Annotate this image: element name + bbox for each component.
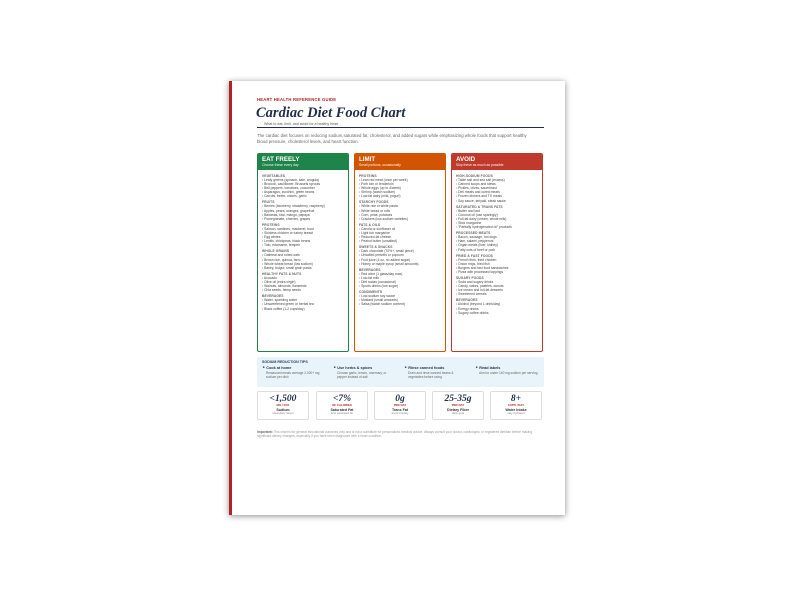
stat-label: Saturated Fat [330, 407, 354, 412]
food-group-title: FATS & OILS [359, 222, 381, 227]
stat-note: avoid entirely [391, 411, 409, 415]
food-item: • Bell peppers, tomatoes, cucumber [262, 186, 344, 190]
food-item: • Alcohol (beyond 1 drink/day) [456, 302, 538, 306]
food-item: • Burgers and fast food sandwiches [456, 266, 538, 270]
food-group-title: SUGARY FOODS [456, 275, 484, 280]
stat-label: Dietary Fiber [447, 407, 469, 412]
food-item: • Frozen dinners and TV meals [456, 194, 538, 198]
title-divider [257, 127, 544, 128]
food-item: • Onion rings, fried fish [456, 262, 538, 266]
food-item: • Bacon, sausage, hot dogs [456, 235, 538, 239]
food-item: • Pork loin or tenderloin [359, 182, 441, 186]
sodium-tip [475, 366, 539, 375]
food-item: • Broccoli, cauliflower, Brussels sprouts [262, 182, 344, 186]
food-item: • Light tub margarine [359, 231, 441, 235]
food-group-title: SWEETS & SNACKS [359, 245, 393, 250]
food-item: • Soy sauce, teriyaki, steak sauce [456, 199, 538, 203]
column-body [258, 170, 348, 311]
stat-label: Water Intake [505, 407, 527, 412]
column-subtitle: Skip these as much as possible [456, 163, 504, 167]
stat-value: 8+ [510, 394, 522, 404]
food-item: • Pizza with processed toppings [456, 270, 538, 274]
food-item: • Shrimp (watch sodium) [359, 190, 441, 194]
tip-text: Drain and rinse canned beans & vegetables before using [408, 370, 454, 379]
food-item: • Fatty cuts of beef or pork [456, 248, 538, 252]
sodium-tips-panel [257, 357, 544, 387]
food-group-title: PROTEINS [262, 222, 280, 227]
food-group-title: STARCHY FOODS [359, 200, 389, 205]
food-item: • Soda and sugary drinks [456, 280, 538, 284]
food-item: • Low-sodium soy sauce [359, 294, 441, 298]
stat-value: <1,500 [269, 394, 297, 404]
food-item: • Red wine (1 glass/day max) [359, 272, 441, 276]
food-group-title: HEALTHY FATS & NUTS [262, 271, 302, 276]
food-item: • Corn, peas, potatoes [359, 213, 441, 217]
stat-label: Trans Fat [392, 407, 408, 412]
column-body [355, 170, 445, 307]
food-group-title: CONDIMENTS [359, 290, 383, 295]
food-item: • French fries, fried chicken [456, 258, 538, 262]
food-item: • Reduced-fat cheese [359, 235, 441, 239]
food-item: • Pickles, olives, sauerkraut [456, 186, 538, 190]
limit-column [354, 153, 446, 352]
food-item: • Black coffee (1-2 cups/day) [262, 307, 344, 311]
food-item: • Water, sparkling water [262, 298, 344, 302]
food-item: • Tofu, edamame, tempeh [262, 243, 344, 247]
food-item: • Canola or sunflower oil [359, 227, 441, 231]
food-item: • White rice or white pasta [359, 204, 441, 208]
food-group-title: FRUITS [262, 200, 275, 205]
food-group-title: FRIED & FAST FOODS [456, 253, 493, 258]
food-group-title: BEVERAGES [262, 294, 284, 299]
food-item: • Crackers (low-sodium varieties) [359, 217, 441, 221]
page-subtitle: What to eat, limit, and avoid for a healthy heart [264, 122, 339, 126]
column-subtitle: Choose these every day [262, 163, 299, 167]
food-item: • Skinless chicken or turkey breast [262, 231, 344, 235]
food-item: • Energy drinks [456, 307, 538, 311]
tip-text: Restaurant meals average 2,000+ mg sodium per dish [266, 370, 320, 379]
food-item: • Brown rice, quinoa, farro [262, 258, 344, 262]
food-item: • Sugary coffee drinks [456, 311, 538, 315]
food-item: • Whole eggs (up to 4/week) [359, 186, 441, 190]
disclaimer [257, 430, 542, 439]
food-item: • Canned soups and stews [456, 182, 538, 186]
food-item: • Olive oil (extra virgin) [262, 280, 344, 284]
stat-note: limit saturated fat [330, 411, 353, 415]
sodium-tip [333, 366, 397, 379]
diet-chart-page [229, 81, 565, 515]
stat-tag: PER DAY [451, 403, 465, 407]
stat-card-sodium [257, 391, 309, 420]
column-header [355, 154, 445, 170]
food-item: • Oatmeal and rolled oats [262, 253, 344, 257]
food-item: • Butter and lard [456, 209, 538, 213]
stat-note: ideal daily target [272, 411, 294, 415]
food-item: • Whole wheat bread (low sodium) [262, 262, 344, 266]
food-item: • Coconut oil (use sparingly) [456, 213, 538, 217]
food-item: • Barley, bulgur, small grain pasta [262, 266, 344, 270]
stat-tag: OF CALORIES [332, 403, 352, 407]
food-group-title: VEGETABLES [262, 173, 286, 178]
column-subtitle: Small portions, occasionally [359, 163, 401, 167]
food-group-title: SATURATED & TRANS FATS [456, 204, 503, 209]
food-item: • Avocado [262, 276, 344, 280]
column-header [452, 154, 542, 170]
food-group-title: HIGH-SODIUM FOODS [456, 173, 493, 178]
page-title: Cardiac Diet Food Chart [256, 105, 406, 121]
food-item: • Candy, cakes, pastries, donuts [456, 284, 538, 288]
tip-title: ⚬ Read labels [475, 366, 501, 370]
food-item: • Ice cream and full-fat desserts [456, 288, 538, 292]
food-item: • Apples, pears, oranges, grapefruit [262, 209, 344, 213]
food-item: • Dark chocolate (70%+, small piece) [359, 249, 441, 253]
intro-paragraph: The cardiac diet focuses on reducing sodium,saturated fat, cholesterol, and added sugars while emphasizing whole foods that support healthy blood pressure, cholesterol levels, and heart function. [257, 133, 527, 144]
tip-title: ⚬ Use herbs & spices [333, 366, 373, 370]
stat-tag: MG / DAY [276, 403, 290, 407]
avoid-column [451, 153, 543, 352]
food-item: • Lean red meat (once per week) [359, 178, 441, 182]
stat-label: Sodium [276, 407, 290, 412]
food-item: • Organ meats (liver, kidney) [456, 243, 538, 247]
tip-title: ⚬ Rinse canned foods [404, 366, 445, 370]
stat-note: daily goal [451, 411, 465, 415]
tip-text: Choose garlic, lemon, rosemary, or pepper instead of salt [337, 370, 387, 379]
food-item: • Fruit juice (4 oz, no added sugar) [359, 258, 441, 262]
column-title: LIMIT [359, 156, 376, 163]
food-item: • Sports drinks (low sugar) [359, 284, 441, 288]
food-item: • Unsalted pretzels or popcorn [359, 253, 441, 257]
sodium-tip [262, 366, 326, 379]
food-item: • Honey or maple syrup (small amounts) [359, 262, 441, 266]
stat-card-saturated-fat [316, 391, 368, 420]
sodium-tips-title: SODIUM REDUCTION TIPS [262, 360, 308, 364]
column-title: AVOID [456, 156, 476, 163]
food-item: • Mustard (small amounts) [359, 298, 441, 302]
food-item: • Peanut butter (unsalted) [359, 239, 441, 243]
food-item: • Table salt and sea salt (excess) [456, 178, 538, 182]
food-item: • Leafy greens (spinach, kale, arugula) [262, 178, 344, 182]
stat-card-water [490, 391, 542, 420]
food-item: • Carrots, beets, onions, garlic [262, 194, 344, 198]
food-group-title: PROCESSED MEATS [456, 231, 491, 236]
eat-freely-column [257, 153, 349, 352]
eyebrow-label: HEART HEALTH REFERENCE GUIDE [257, 97, 337, 102]
disclaimer-label: Important: [257, 430, 273, 434]
food-item: • Ham, salami, pepperoni [456, 239, 538, 243]
stat-card-trans-fat [374, 391, 426, 420]
food-item: • Diet sodas (occasional) [359, 280, 441, 284]
stat-value: 25-35g [444, 394, 472, 404]
food-group-title: BEVERAGES [359, 267, 381, 272]
stat-tag: PER DAY [393, 403, 407, 407]
food-item: • Unsweetened green or herbal tea [262, 302, 344, 306]
column-header [258, 154, 348, 170]
stat-note: stay hydrated [507, 411, 525, 415]
stat-tag: CUPS / DAY [507, 403, 525, 407]
food-group-title: PROTEINS [359, 173, 377, 178]
food-item: • Chia seeds, hemp seeds [262, 288, 344, 292]
food-item: • Egg whites [262, 235, 344, 239]
food-item: • White bread or rolls [359, 209, 441, 213]
stat-card-fiber [432, 391, 484, 420]
food-item: • Berries (blueberry, strawberry, raspberry) [262, 204, 344, 208]
food-item: • Deli meats and cured meats [456, 190, 538, 194]
food-item: • Low-fat dairy (milk, yogurt) [359, 194, 441, 198]
food-item: • Walnuts, almonds, flaxseeds [262, 284, 344, 288]
food-item: • Sweetened cereals [456, 292, 538, 296]
column-body [452, 170, 542, 315]
food-item: • Low-fat milk [359, 276, 441, 280]
stat-value: 0g [395, 394, 405, 404]
food-item: • Stick margarine [456, 221, 538, 225]
food-item: • "Partially hydrogenated oil" products [456, 225, 538, 229]
disclaimer-text: This chart is for general educational purposes only and is not a substitute for personalized medical advice. Always consult your doctor, cardiologist, or registered dietitian before making significant dietary changes, especially if you have been diagnosed with a heart condition. [257, 430, 533, 439]
food-item: • Full-fat dairy (cream, whole milk) [456, 217, 538, 221]
food-item: • Pomegranate, cherries, grapes [262, 217, 344, 221]
food-item: • Lentils, chickpeas, black beans [262, 239, 344, 243]
food-item: • Salsa (watch sodium content) [359, 302, 441, 306]
food-item: • Salmon, sardines, mackerel, trout [262, 227, 344, 231]
food-item: • Bananas, kiwi, mango, papaya [262, 213, 344, 217]
food-item: • Asparagus, zucchini, green beans [262, 190, 344, 194]
food-group-title: BEVERAGES [456, 298, 478, 303]
stat-value: <7% [332, 394, 352, 404]
food-group-title: WHOLE GRAINS [262, 249, 290, 254]
tip-title: ⚬ Cook at home [262, 366, 292, 370]
tip-text: Aim for under 140 mg sodium per serving [479, 370, 538, 375]
sodium-tip [404, 366, 468, 379]
column-title: EAT FREELY [262, 156, 300, 163]
